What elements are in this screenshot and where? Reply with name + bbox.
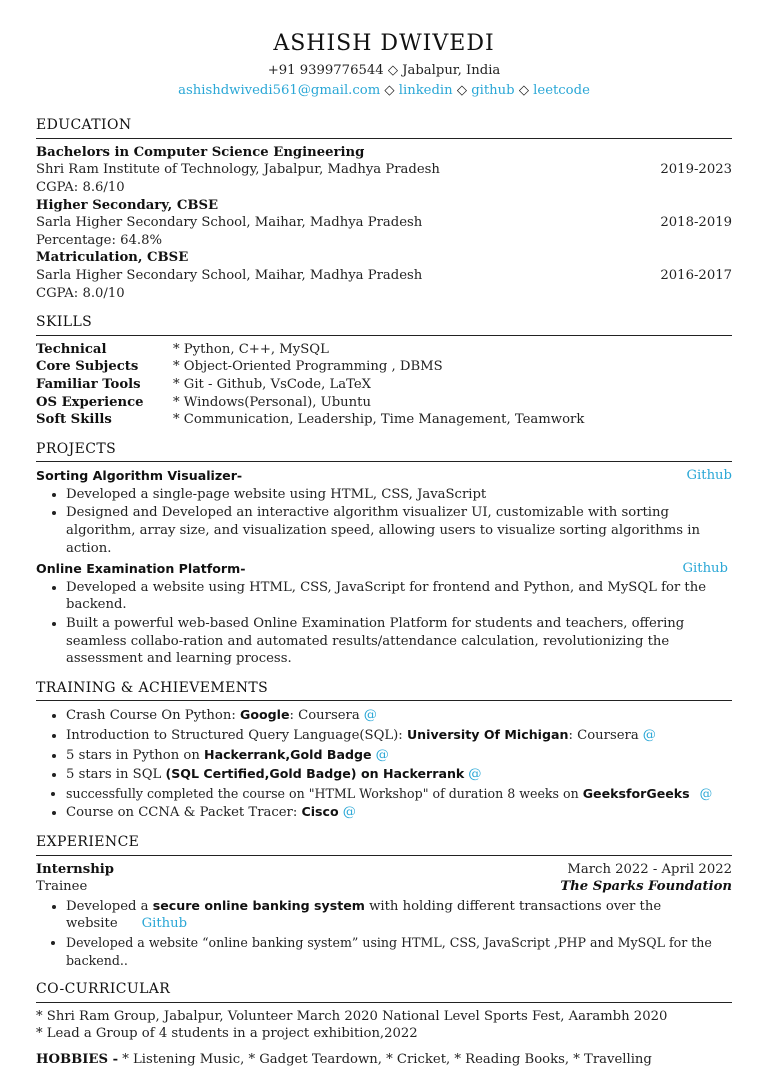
- list-item: • Developed a website “online banking system” using HTML, CSS, JavaScript ,PHP and MySQL for the backend..: [66, 934, 732, 969]
- contact-line: [36, 62, 732, 80]
- item-text: Introduction to Structured Query Language(SQL):: [66, 728, 407, 743]
- project-name: Sorting Algorithm Visualizer-: [36, 468, 243, 484]
- education-section: [36, 117, 732, 302]
- certificate-link[interactable]: @: [468, 767, 482, 783]
- item-text: Crash Course On Python:: [66, 708, 240, 724]
- item-platform: : Coursera: [568, 728, 639, 743]
- company: The Sparks Foundation: [560, 879, 732, 895]
- separator: ◇: [456, 82, 468, 98]
- hobbies-label: HOBBIES -: [36, 1051, 119, 1067]
- candidate-name: ASHISH DWIVEDI: [273, 31, 495, 56]
- project-github-link[interactable]: Github: [686, 468, 732, 484]
- item-text: successfully completed the course on "HTML Workshop" of duration 8 weeks on: [66, 785, 583, 801]
- certificate-link[interactable]: @: [363, 708, 377, 724]
- skill-value: * Git - Github, VsCode, LaTeX: [173, 376, 372, 392]
- project-github-link[interactable]: Github: [682, 561, 728, 577]
- section-title: TRAINING & ACHIEVEMENTS: [36, 680, 732, 702]
- phone: +91 9399776544: [267, 63, 384, 78]
- item-text: 5 stars in SQL: [66, 767, 166, 783]
- cocurricular-section: [36, 981, 732, 1068]
- experience-github-link[interactable]: Github: [141, 916, 188, 932]
- item-text: 5 stars in Python on: [66, 747, 205, 763]
- list-item: [66, 746, 732, 765]
- section-title: EXPERIENCE: [36, 834, 732, 856]
- years: 2018-2019: [660, 215, 732, 231]
- certificate-link[interactable]: @: [342, 805, 356, 821]
- skill-row: [36, 376, 732, 394]
- list-item: • Built a powerful web-based Online Examination Platform for students and teachers, offering seamless collabo-ration and automated results/attendance calculation, revolutionizing the assessment and learning process.: [66, 615, 732, 668]
- list-item: [66, 803, 732, 822]
- degree: Matriculation, CBSE: [36, 250, 189, 266]
- linkedin-link[interactable]: linkedin: [398, 82, 453, 98]
- skill-value: * Windows(Personal), Ubuntu: [173, 394, 371, 410]
- skill-row: [36, 411, 732, 429]
- certificate-link[interactable]: @: [375, 747, 389, 763]
- projects-section: [36, 441, 732, 668]
- hobbies-line: [36, 1051, 732, 1069]
- skill-row: [36, 394, 732, 412]
- list-item: • Developed a single-page website using HTML, CSS, JavaScript: [66, 486, 732, 504]
- certificate-link[interactable]: @: [642, 728, 656, 743]
- list-item: [66, 706, 732, 725]
- education-item: [36, 249, 732, 302]
- role: Internship: [36, 861, 115, 877]
- school: Shri Ram Institute of Technology, Jabalpur, Madhya Pradesh: [36, 162, 440, 178]
- section-title: CO-CURRICULAR: [36, 981, 732, 1003]
- cocurricular-line: * Lead a Group of 4 students in a project exhibition,2022: [36, 1026, 418, 1042]
- training-section: [36, 680, 732, 822]
- separator: ◇: [387, 63, 398, 78]
- github-link[interactable]: github: [471, 82, 515, 98]
- email-link[interactable]: ashishdwivedi561@gmail.com: [178, 82, 381, 98]
- project-name: Online Examination Platform-: [36, 561, 246, 577]
- skill-value: * Object-Oriented Programming , DBMS: [173, 359, 443, 375]
- item-text: with holding different transactions over the website: [66, 898, 662, 932]
- years: 2016-2017: [660, 267, 732, 283]
- skills-section: [36, 314, 732, 429]
- list-item: [66, 897, 732, 933]
- list-item: • Designed and Developed an interactive algorithm visualizer UI, customizable with sorting algorithm, array size, and visualization speed, allowing users to visualize sorting algorithms in action.: [66, 504, 732, 557]
- leetcode-link[interactable]: leetcode: [533, 82, 590, 98]
- resume-page: [36, 30, 732, 1069]
- position: Trainee: [36, 879, 88, 895]
- list-item: [66, 785, 732, 803]
- degree: Higher Secondary, CBSE: [36, 197, 219, 213]
- skill-label: Core Subjects: [36, 359, 139, 375]
- skill-value: * Communication, Leadership, Time Management, Teamwork: [173, 412, 585, 428]
- item-platform: : Coursera: [289, 708, 360, 724]
- list-item: [66, 726, 732, 745]
- section-title: PROJECTS: [36, 441, 732, 463]
- item-org: GeeksforGeeks: [582, 785, 690, 801]
- school: Sarla Higher Secondary School, Maihar, Madhya Pradesh: [36, 267, 423, 283]
- profile-links: [36, 82, 732, 100]
- skill-label: OS Experience: [36, 394, 144, 410]
- location: Jabalpur, India: [402, 63, 501, 78]
- skill-label: Familiar Tools: [36, 376, 141, 392]
- item-org: Google: [239, 707, 290, 723]
- section-title: EDUCATION: [36, 117, 732, 139]
- degree: Bachelors in Computer Science Engineering: [36, 144, 365, 160]
- cocurricular-line: * Shri Ram Group, Jabalpur, Volunteer March 2020 National Level Sports Fest, Aarambh 2020: [36, 1008, 668, 1024]
- item-org: Cisco: [301, 804, 339, 820]
- skill-label: Soft Skills: [36, 412, 112, 428]
- skill-row: [36, 341, 732, 359]
- item-org: University Of Michigan: [406, 727, 569, 742]
- section-title: SKILLS: [36, 314, 732, 336]
- score: CGPA: 8.0/10: [36, 285, 125, 301]
- project-item: [36, 467, 732, 557]
- separator: ◇: [518, 82, 529, 98]
- list-item: [66, 765, 732, 784]
- skill-row: [36, 358, 732, 376]
- separator: ◇: [384, 82, 395, 98]
- item-org: (SQL Certified,Gold Badge) on Hackerrank: [165, 766, 465, 782]
- item-text: Course on CCNA & Packet Tracer:: [66, 805, 302, 821]
- score: Percentage: 64.8%: [36, 232, 163, 248]
- list-item: • Developed a website using HTML, CSS, JavaScript for frontend and Python, and MySQL for the backend.: [66, 579, 732, 614]
- item-org: Hackerrank,Gold Badge: [204, 746, 372, 762]
- item-emphasis: secure online banking system: [152, 897, 365, 913]
- hobbies-text: * Listening Music, * Gadget Teardown, * Cricket, * Reading Books, * Travelling: [118, 1051, 652, 1067]
- education-item: [36, 144, 732, 197]
- years: 2019-2023: [660, 162, 732, 178]
- project-item: [36, 560, 732, 668]
- education-item: [36, 197, 732, 250]
- skill-label: Technical: [36, 341, 107, 357]
- school: Sarla Higher Secondary School, Maihar, Madhya Pradesh: [36, 215, 423, 231]
- skill-value: * Python, C++, MySQL: [173, 341, 329, 357]
- experience-section: [36, 834, 732, 969]
- certificate-link[interactable]: @: [699, 785, 713, 801]
- item-text: Developed a: [66, 898, 153, 914]
- score: CGPA: 8.6/10: [36, 179, 125, 195]
- dates: March 2022 - April 2022: [567, 861, 732, 877]
